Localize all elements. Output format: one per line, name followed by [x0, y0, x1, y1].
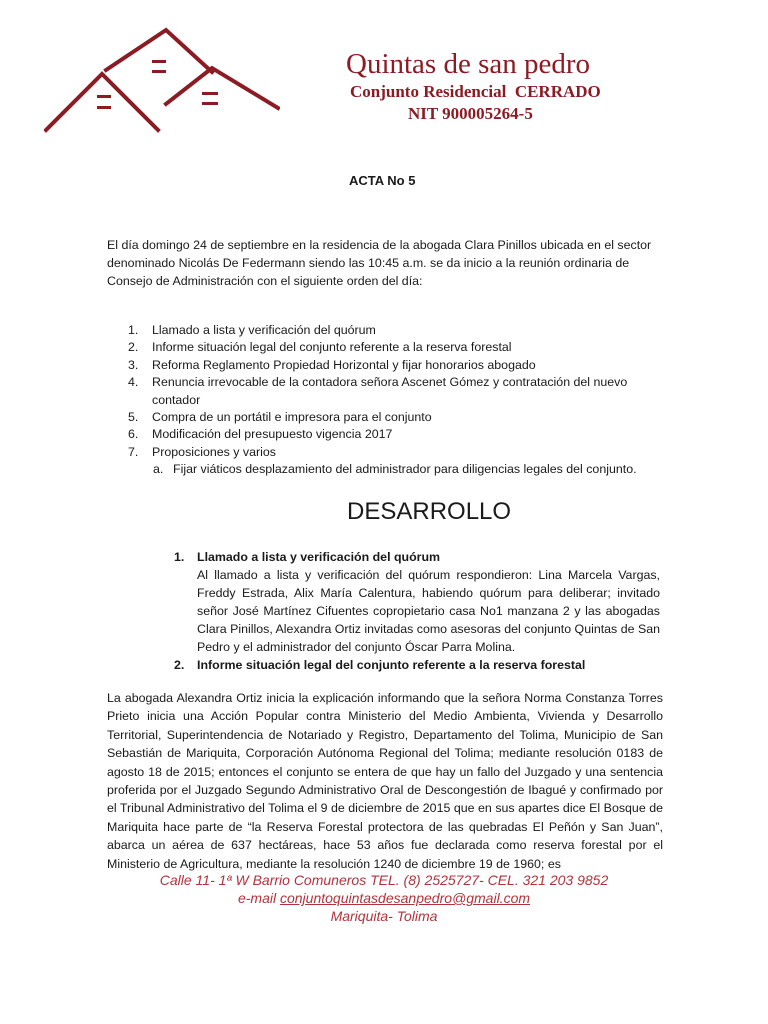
agenda-subitem-text: Fijar viáticos desplazamiento del administrador para diligencias legales del conjunto. [173, 462, 637, 477]
desarrollo-item-number: 1. [174, 550, 185, 564]
desarrollo-item [152, 548, 660, 656]
footer-email-link[interactable]: conjuntoquintasdesanpedro@gmail.com [279, 890, 531, 906]
agenda-item-text: Reforma Reglamento Propiedad Horizontal y fijar honorarios abogado [152, 357, 536, 372]
footer-city: Mariquita- Tolima [330, 908, 438, 924]
agenda-item [107, 339, 667, 356]
agenda-item-text: Llamado a lista y verificación del quórum [152, 323, 376, 337]
agenda-item-number: 5. [128, 410, 139, 425]
agenda-item-number: 1. [128, 323, 139, 337]
body-paragraph: La abogada Alexandra Ortiz inicia la explicación informando que la señora Norma Constanza Torres Prieto inicia una Acción Popular contra Ministerio del Medio Ambienta, Vivienda y Desarrollo Territorial, Superintendencia de Notariado y Registro, Departamento del Tolima, Municipio de San Sebastián de Mariquita, Corporación Autónoma Regional del Tolima; mediante resolución 0183 de agosto 18 de 2015; entonces el conjunto se entera de que hay un fallo del Juzgado y una sentencia proferida por el Juzgado Segundo Administrativo Oral de Descongestión de Ibagué y confirmado por el Tribunal Administrativo del Tolima el 9 de diciembre de 2015 que en sus apartes dice El Bosque de Mariquita hace parte de “la Reserva Forestal protectora de las quebradas El Peñón y San Juan”, abarca un aérea de 637 hectáreas, hace 53 años fue declarada como reserva forestal por el Ministerio de Agricultura, mediante la resolución 1240 de diciembre 19 de 1960; es [107, 691, 663, 871]
agenda-item-text: Informe situación legal del conjunto referente a la reserva forestal [152, 340, 512, 355]
desarrollo-item-title: Llamado a lista y verificación del quórum [197, 550, 441, 564]
agenda-item [107, 357, 667, 374]
house-roofs-logo [44, 26, 280, 134]
footer-email-line [0, 890, 768, 906]
agenda-item-number: 6. [128, 427, 139, 442]
intro-paragraph: El día domingo 24 de septiembre en la residencia de la abogada Clara Pinillos ubicada en el sector denominado Nicolás De Federmann siendo las 10:45 a.m. se da inicio a la reunión ordinaria de Consejo de Administración con el siguiente orden del día: [107, 238, 652, 288]
acta-title: ACTA No 5 [349, 173, 416, 188]
agenda-item-text: Proposiciones y varios [152, 444, 276, 459]
agenda-subitem [107, 461, 667, 478]
desarrollo-item-body: Al llamado a lista y verificación del quórum respondieron: Lina Marcela Vargas, Freddy Estrada, Alix María Calentura, habiendo quórum para deliberar; invitado señor José Martínez Cifuentes copropietario casa No1 manzana 2 y las abogadas Clara Pinillos, Alexandra Ortiz invitadas como asesoras del conjunto Quintas de San Pedro y el administrador del conjunto Óscar Parra Molina. [197, 568, 660, 654]
agenda-item-text: Renuncia irrevocable de la contadora señora Ascenet Gómez y contratación del nuevo contador [152, 375, 628, 407]
agenda-item [107, 409, 667, 426]
agenda-item-number: 2. [128, 340, 139, 355]
agenda-item-number: 4. [128, 375, 139, 390]
header-subtitle: Conjunto Residencial CERRADO [350, 82, 601, 101]
desarrollo-item-title: Informe situación legal del conjunto referente a la reserva forestal [197, 658, 586, 672]
footer-email-label: e-mail [237, 890, 280, 906]
agenda-item [107, 426, 667, 443]
desarrollo-item [152, 656, 660, 674]
agenda-item-number: 7. [128, 444, 139, 459]
desarrollo-heading: DESARROLLO [347, 498, 512, 525]
agenda-item [107, 444, 667, 461]
agenda-subitem-letter: a. [153, 462, 164, 477]
agenda-item-number: 3. [128, 357, 139, 372]
agenda-item-text: Modificación del presupuesto vigencia 2017 [152, 427, 393, 442]
desarrollo-item-number: 2. [174, 658, 185, 672]
header-nit: NIT 900005264-5 [408, 104, 533, 123]
agenda-item [107, 322, 667, 339]
agenda-list [107, 322, 667, 479]
agenda-item-text: Compra de un portátil e impresora para el conjunto [152, 410, 432, 425]
header-title: Quintas de san pedro [346, 48, 591, 80]
footer-address: Calle 11- 1ª W Barrio Comuneros TEL. (8) 2525727- CEL. 321 203 9852 [159, 872, 609, 888]
desarrollo-section [152, 548, 660, 674]
agenda-item [107, 374, 667, 409]
